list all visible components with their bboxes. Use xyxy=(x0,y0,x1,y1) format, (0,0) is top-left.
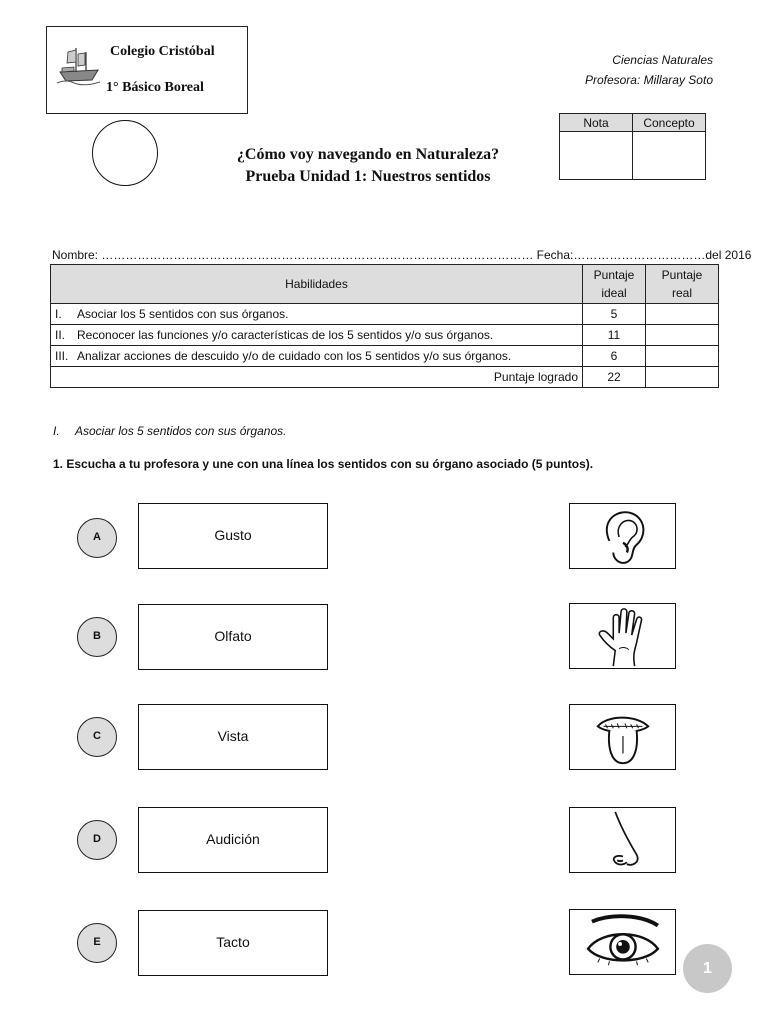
table-row: II. Reconocer las funciones y/o características de los 5 sentidos y/o sus órganos. 11 xyxy=(51,325,719,346)
total-real-cell[interactable] xyxy=(646,367,719,388)
eye-icon xyxy=(570,910,675,974)
sense-box-audicion[interactable]: Audición xyxy=(138,807,328,873)
grade-cell-nota[interactable] xyxy=(560,132,633,180)
skills-header: Habilidades xyxy=(51,265,583,304)
student-name-date-line[interactable]: Nombre: ……………………………………………………………………………………………… Fecha:……………………………del 2016 xyxy=(52,248,752,262)
school-grade: 1° Básico Boreal xyxy=(106,80,204,95)
option-letter-d: D xyxy=(77,820,117,860)
skills-table xyxy=(50,264,719,388)
school-name: Colegio Cristóbal xyxy=(110,44,215,59)
grade-cell-concepto[interactable] xyxy=(633,132,706,180)
organ-box-nose[interactable] xyxy=(569,807,676,873)
page-title: ¿Cómo voy navegando en Naturaleza? xyxy=(236,146,500,163)
section-heading: I. Asociar los 5 sentidos con sus órganos. xyxy=(53,424,287,438)
grade-table xyxy=(559,113,706,180)
table-row: I. Asociar los 5 sentidos con sus órganos. 5 xyxy=(51,304,719,325)
real-score-cell[interactable] xyxy=(646,304,719,325)
nose-icon xyxy=(570,808,675,872)
mouth-tongue-icon xyxy=(570,705,675,769)
real-score-header: Puntaje real xyxy=(646,265,719,304)
sense-box-tacto[interactable]: Tacto xyxy=(138,910,328,976)
total-label: Puntaje logrado xyxy=(51,367,583,388)
option-letter-c: C xyxy=(77,717,117,757)
option-letter-b: B xyxy=(77,617,117,657)
ideal-score-header: Puntaje ideal xyxy=(583,265,646,304)
grade-header-concepto: Concepto xyxy=(633,114,706,132)
page-number-badge: 1 xyxy=(683,944,732,993)
question-1: 1. Escucha a tu profesora y une con una línea los sentidos con su órgano asociado (5 puntos). xyxy=(53,457,594,471)
option-letter-a: A xyxy=(77,518,117,558)
real-score-cell[interactable] xyxy=(646,346,719,367)
sense-box-gusto[interactable]: Gusto xyxy=(138,503,328,569)
organ-box-hand[interactable] xyxy=(569,603,676,669)
ear-icon xyxy=(570,504,675,568)
page-subtitle: Prueba Unidad 1: Nuestros sentidos xyxy=(245,168,491,185)
score-circle xyxy=(92,120,158,186)
total-value: 22 xyxy=(583,367,646,388)
organ-box-ear[interactable] xyxy=(569,503,676,569)
subject-label: Ciencias Naturales xyxy=(612,53,713,67)
sense-box-olfato[interactable]: Olfato xyxy=(138,604,328,670)
organ-box-eye[interactable] xyxy=(569,909,676,975)
grade-header-nota: Nota xyxy=(560,114,633,132)
sense-box-vista[interactable]: Vista xyxy=(138,704,328,770)
ship-logo-icon xyxy=(54,40,104,88)
organ-box-mouth[interactable] xyxy=(569,704,676,770)
real-score-cell[interactable] xyxy=(646,325,719,346)
total-row xyxy=(51,367,719,388)
hand-icon xyxy=(570,604,675,668)
table-row: III. Analizar acciones de descuido y/o de cuidado con los 5 sentidos y/o sus órganos. 6 xyxy=(51,346,719,367)
teacher-label: Profesora: Millaray Soto xyxy=(584,73,713,87)
option-letter-e: E xyxy=(77,923,117,963)
